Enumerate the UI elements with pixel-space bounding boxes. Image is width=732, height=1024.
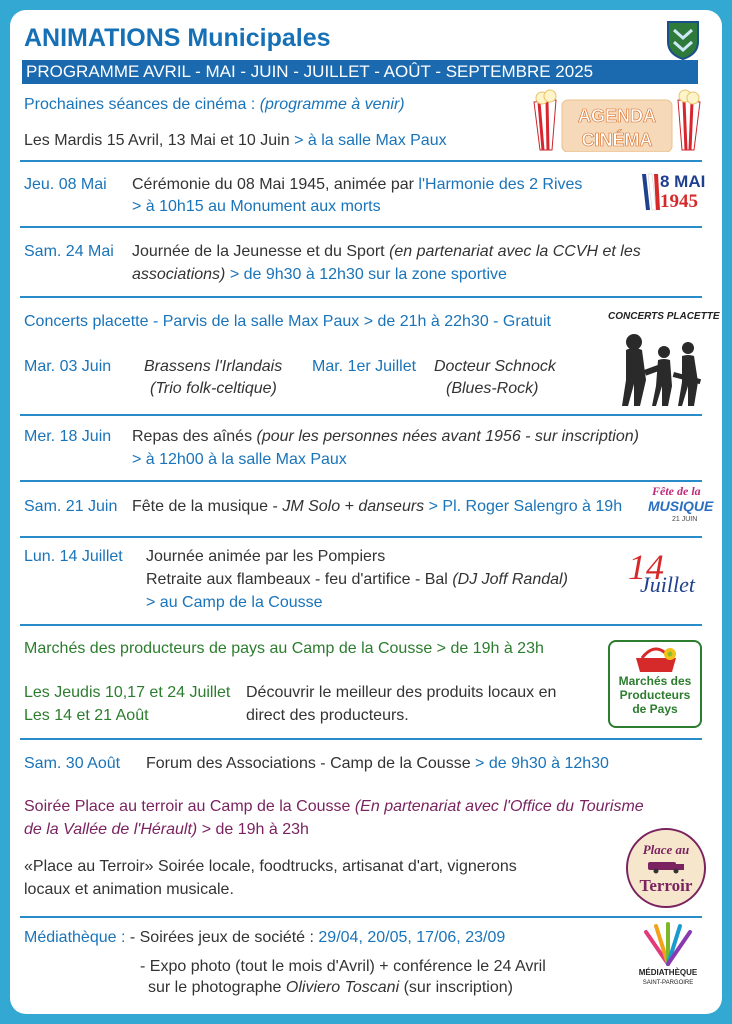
fete-musique-logo: [648, 484, 714, 530]
fete-musique-line3: 21 JUIN: [672, 516, 698, 523]
divider: [20, 296, 702, 298]
cinema-note: (programme à venir): [259, 96, 405, 113]
media-label: Médiathèque :: [24, 929, 126, 946]
may24-text-row2: [132, 266, 507, 284]
divider: [20, 738, 702, 740]
markets-desc-line2: direct des producteurs.: [246, 707, 409, 724]
divider: [20, 226, 702, 228]
divider: [20, 536, 702, 538]
may8-text: Cérémonie du 08 Mai 1945, animée par: [132, 176, 414, 193]
may24-text-row: [132, 243, 641, 261]
may8-logo: [640, 170, 708, 216]
media-row1: [24, 929, 505, 947]
concerts-logo-caption: CONCERTS PLACETTE: [608, 311, 720, 322]
divider: [20, 624, 702, 626]
may24-note-line1: (en partenariat avec la CCVH et les: [389, 243, 641, 260]
divider: [20, 916, 702, 918]
may8-text-row: [132, 176, 582, 194]
cinema-badge-line2: CINÉMA: [581, 130, 653, 150]
concert-2-date: Mar. 1er Juillet: [312, 358, 417, 375]
cinema-heading: Prochaines séances de cinéma :: [24, 96, 256, 113]
may24-date: Sam. 24 Mai: [24, 243, 114, 260]
terroir-heading: Soirée Place au terroir au Camp de la Cousse: [24, 798, 351, 815]
markets-desc-line1: Découvrir le meilleur des produits locaux en: [246, 684, 557, 701]
page-title: ANIMATIONS Municipales: [24, 24, 331, 52]
cinema-place: > à la salle Max Paux: [294, 132, 447, 149]
program-banner: PROGRAMME AVRIL - MAI - JUIN - JUILLET - AOÛT - SEPTEMBRE 2025: [22, 60, 698, 84]
fete-musique-line2: MUSIQUE: [648, 498, 714, 514]
concert-2-name: Docteur Schnock: [434, 358, 556, 375]
july14-line2: Retraite aux flambeaux - feu d'artifice - Bal: [146, 571, 448, 588]
june18-text: Repas des aînés: [132, 428, 253, 445]
june21-text: Fête de la musique -: [132, 498, 278, 515]
aug30-date: Sam. 30 Août: [24, 755, 121, 772]
markets-logo-line2: Producteurs: [619, 688, 691, 702]
divider: [20, 480, 702, 482]
media-line3-end: (sur inscription): [403, 979, 513, 996]
markets-dates-line1: Les Jeudis 10,17 et 24 Juillet: [24, 684, 231, 701]
july14-logo: [626, 546, 710, 610]
terroir-desc-line2: locaux et animation musicale.: [24, 881, 234, 898]
concert-2-genre: (Blues-Rock): [446, 380, 539, 397]
terroir-desc-line1: Soirée locale, foodtrucks, artisanat d'art, vignerons: [153, 858, 517, 875]
june18-place: > à 12h00 à la salle Max Paux: [132, 451, 347, 468]
terroir-logo-line2: Terroir: [639, 876, 693, 895]
may8-logo-line2: 1945: [660, 191, 698, 212]
july14-line2-row: [146, 571, 568, 589]
concerts-heading: Concerts placette - Parvis de la salle Max Paux > de 21h à 22h30 - Gratuit: [24, 313, 551, 330]
aug30-place: > de 9h30 à 12h30: [475, 755, 609, 772]
june18-note: (pour les personnes nées avant 1956 - sur inscription): [256, 428, 639, 445]
fete-musique-line1: Fête de la: [652, 484, 701, 498]
terroir-note-line2: de la Vallée de l'Hérault): [24, 821, 198, 838]
aug30-text-row: [146, 755, 609, 773]
terroir-heading-row2: [24, 821, 309, 839]
media-logo-line2: SAINT-PARGOIRE: [642, 980, 694, 986]
may24-text: Journée de la Jeunesse et du Sport: [132, 243, 385, 260]
aug30-text: Forum des Associations - Camp de la Cousse: [146, 755, 471, 772]
markets-logo-line3: de Pays: [632, 702, 678, 716]
june21-place: > Pl. Roger Salengro à 19h: [428, 498, 623, 515]
band-silhouette-icon: [614, 330, 706, 406]
terroir-logo-line1: Place au: [642, 842, 690, 857]
july14-place: > au Camp de la Cousse: [146, 594, 323, 611]
may24-note-line2: associations): [132, 266, 226, 283]
terroir-heading-row: [24, 798, 644, 816]
july14-logo-word: Juillet: [640, 572, 695, 597]
may24-place: > de 9h30 à 12h30 sur la zone sportive: [229, 266, 507, 283]
cinema-heading-row: [24, 96, 405, 114]
june18-text-row: [132, 428, 639, 446]
program-card: [10, 10, 722, 1014]
terroir-desc-row: [24, 858, 517, 876]
markets-logo: [608, 640, 702, 728]
cinema-logo: [530, 86, 704, 152]
basket-icon: [632, 644, 680, 674]
cinema-badge-line1: AGENDA: [577, 106, 656, 126]
divider: [20, 414, 702, 416]
media-photographer: Oliviero Toscani: [285, 979, 400, 996]
town-crest-icon: [666, 20, 700, 60]
media-row3: [148, 979, 513, 997]
markets-dates-line2: Les 14 et 21 Août: [24, 707, 149, 724]
concert-1-name: Brassens l'Irlandais: [144, 358, 283, 375]
media-logo: [630, 922, 706, 1006]
concert-1-date: Mar. 03 Juin: [24, 358, 112, 375]
markets-logo-line1: Marchés des: [618, 674, 692, 688]
concert-1-genre: (Trio folk-celtique): [150, 380, 277, 397]
july14-line1: Journée animée par les Pompiers: [146, 548, 386, 565]
markets-logo-text: [610, 674, 700, 716]
july14-logo-num: 14: [628, 547, 664, 587]
june21-text-row: [132, 498, 622, 516]
media-logo-line1: MÉDIATHÈQUE: [638, 968, 698, 977]
media-line2: - Expo photo (tout le mois d'Avril) + conférence le 24 Avril: [140, 958, 546, 975]
media-dates: 29/04, 20/05, 17/06, 23/09: [318, 929, 506, 946]
may8-date: Jeu. 08 Mai: [24, 176, 107, 193]
june21-date: Sam. 21 Juin: [24, 498, 118, 515]
july14-date: Lun. 14 Juillet: [24, 548, 123, 565]
book-rays-icon: [636, 922, 700, 966]
terroir-quote: «Place au Terroir»: [24, 858, 154, 875]
media-line3: sur le photographe: [148, 979, 282, 996]
terroir-logo: [626, 828, 706, 908]
terroir-note-line1: (En partenariat avec l'Office du Tourisme: [354, 798, 644, 815]
may8-logo-line1: 8 MAI: [660, 172, 706, 191]
june21-artist: JM Solo + danseurs: [282, 498, 425, 515]
markets-heading: Marchés des producteurs de pays au Camp de la Cousse > de 19h à 23h: [24, 640, 544, 657]
divider: [20, 160, 702, 162]
may8-place: > à 10h15 au Monument aux morts: [132, 198, 381, 215]
media-line1: - Soirées jeux de société :: [129, 929, 314, 946]
terroir-time: > de 19h à 23h: [201, 821, 309, 838]
cinema-dates-row: [24, 132, 447, 150]
flag-icon: [640, 170, 660, 216]
july14-dj: (DJ Joff Randal): [452, 571, 568, 588]
cinema-dates: Les Mardis 15 Avril, 13 Mai et 10 Juin: [24, 132, 290, 149]
food-truck-icon: [646, 860, 686, 874]
june18-date: Mer. 18 Juin: [24, 428, 112, 445]
may8-highlight: l'Harmonie des 2 Rives: [418, 176, 583, 193]
